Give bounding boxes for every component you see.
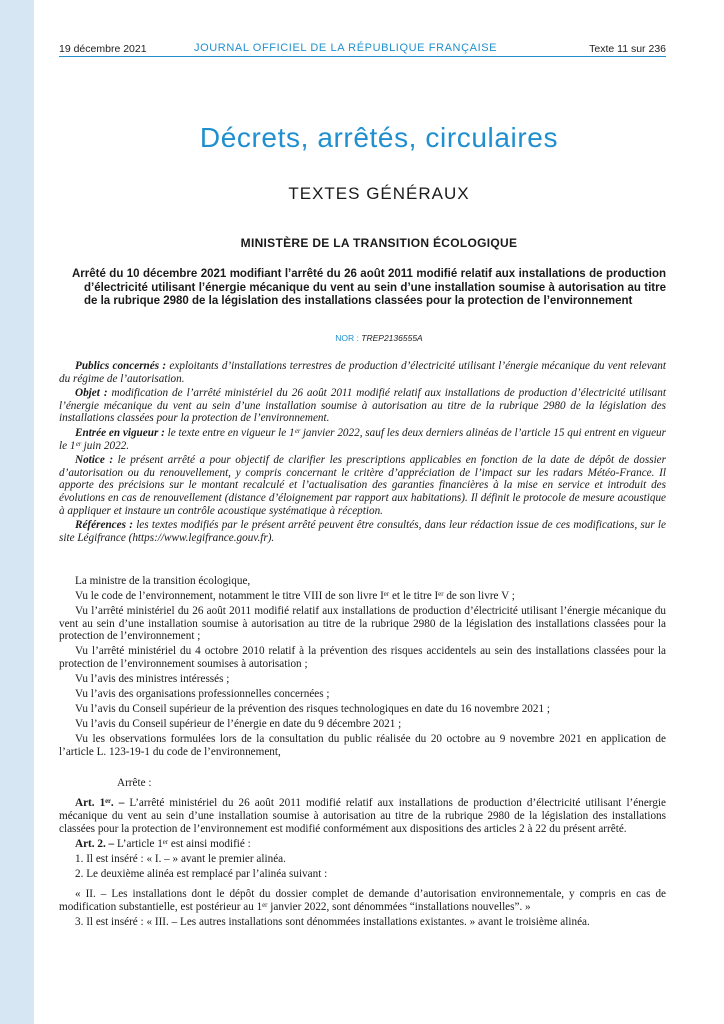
summary-text: les textes modifiés par le présent arrêté peuvent être consultés, dans leur rédaction issue de ces modifications, sur le site Légifrance (https://www.legifrance.gouv.fr). [59, 519, 667, 544]
visa-paragraph: Vu l’arrêté ministériel du 4 octobre 2010 relatif à la prévention des risques accidentels au sein des installations classées pour la protection de l’environnement soumises à autorisation ; [59, 645, 666, 671]
summary-label: Objet : [75, 387, 108, 400]
visa-paragraph: Vu les observations formulées lors de la consultation du public réalisée du 20 octobre au 9 novembre 2021 en application de l’article L. 123-19-1 du code de l’environnement, [59, 733, 666, 758]
document-body [59, 575, 666, 931]
article-item: 1. Il est inséré : « I. – » avant le premier alinéa. [75, 852, 286, 865]
summary-text: modification de l’arrêté ministériel du 26 août 2011 modifié relatif aux installations de production d’électricité utilisant l’énergie mécanique du vent au sein d’une installation soumise à autorisation au titre de la rubrique 2980 de la législation des installations classées pour la protection de l’environnement. [59, 387, 666, 425]
article-2 [59, 838, 666, 851]
summary-notice [59, 454, 666, 517]
article-1 [59, 797, 666, 835]
visa-paragraph: Vu l’avis du Conseil supérieur de l’énergie en date du 9 décembre 2021 ; [75, 718, 402, 731]
ministry-name: MINISTÈRE DE LA TRANSITION ÉCOLOGIQUE [240, 236, 518, 250]
section-title: Décrets, arrêtés, circulaires [199, 122, 559, 153]
article-item: 2. Le deuxième alinéa est remplacé par l’alinéa suivant : [75, 867, 328, 880]
summary-publics [59, 360, 666, 385]
summary-entree-vigueur [59, 427, 666, 452]
visa-paragraph: Vu l’arrêté ministériel du 26 août 2011 modifié relatif aux installations de production d’électricité utilisant l’énergie mécanique du vent au sein d’une installation soumise à autorisation au titre de la rubrique 2980 de la législation des installations classées pour la protection de l’environnement ; [59, 605, 666, 643]
article-label: Art. 1ᵉʳ. – [75, 797, 125, 810]
summary-text: exploitants d’installations terrestres de production d’électricité utilisant l’énergie mécanique du vent relevant du régime de l’autorisation. [59, 360, 666, 385]
header-date: 19 décembre 2021 [59, 43, 147, 55]
summary-label: Entrée en vigueur : [75, 426, 165, 439]
header-page-number: Texte 11 sur 236 [589, 43, 666, 55]
visa-paragraph: Vu l’avis du Conseil supérieur de la prévention des risques technologiques en date du 16 novembre 2021 ; [75, 703, 550, 716]
summary-label: Publics concernés : [75, 360, 167, 372]
subsection-title: TEXTES GÉNÉRAUX [288, 184, 470, 203]
summary-text: le présent arrêté a pour objectif de clarifier les prescriptions applicables en fonction de la date de dépôt de dossier d’autorisation ou du renouvellement, y compris concernant le critère d’appréciation de l’impact sur les radars Météo-France. Il apporte des précisions sur le montant recalculé et l’actualisation des garanties financières à la mise en service et introduit des évolutions en cas de renouvellement (distance d’éloignement par rapport aux habitations). Il définit le protocole de mesure acoustique à appliquer et instaure un contrôle acoustique systématique à réception. [59, 454, 666, 517]
arrete-heading: Arrête : [117, 776, 152, 789]
article-text: L’article 1ᵉʳ est ainsi modifié : [114, 837, 251, 850]
visa-paragraph: Vu le code de l’environnement, notamment le titre VIII de son livre Iᵉʳ et le titre Iᵉʳ de son livre V ; [75, 590, 515, 602]
summary-text: le texte entre en vigueur le 1ᵉʳ janvier 2022, sauf les deux derniers alinéas de l’article 15 qui entrent en vigueur le 1ᵉʳ juin 2022. [59, 426, 666, 452]
article-quote: « II. – Les installations dont le dépôt du dossier complet de demande d’autorisation environnementale, y compris en cas de modification substantielle, est postérieur au 1ᵉʳ janvier 2022, sont dénommées “installations nouvelles”. » [59, 888, 666, 914]
visa-paragraph: Vu l’avis des ministres intéressés ; [75, 673, 230, 686]
header-journal-title: JOURNAL OFFICIEL DE LA RÉPUBLIQUE FRANÇAISE [194, 42, 498, 54]
article-item: 3. Il est inséré : « III. – Les autres installations sont dénommées installations existantes. » avant le troisième alinéa. [75, 916, 590, 929]
page-header [59, 40, 666, 57]
document-title: Arrêté du 10 décembre 2021 modifiant l’arrêté du 26 août 2011 modifié relatif aux installations de production d’électricité utilisant l’énergie mécanique du vent au sein d’une installation soumise à autorisation au titre de la rubrique 2980 de la législation des installations classées pour la protection de l’environnement [72, 268, 666, 308]
summary-label: Références : [75, 519, 133, 532]
nor-label: NOR : [335, 333, 359, 343]
summary-block [59, 360, 666, 546]
summary-label: Notice : [75, 454, 114, 467]
nor-reference [34, 333, 724, 343]
article-text: L’arrêté ministériel du 26 août 2011 modifié relatif aux installations de production d’électricité utilisant l’énergie mécanique du vent au sein d’une installation soumise à autorisation au titre de la rubrique 2980 de la législation des installations classées pour la protection de l’environnement est modifié conformément aux dispositions des articles 2 à 22 du présent arrêté. [59, 797, 666, 835]
visa-paragraph: La ministre de la transition écologique, [75, 575, 251, 587]
visa-paragraph: Vu l’avis des organisations professionnelles concernées ; [75, 688, 330, 701]
left-margin-band [0, 0, 34, 1024]
nor-code: TREP2136555A [361, 333, 423, 343]
summary-objet [59, 387, 666, 425]
article-label: Art. 2. – [75, 837, 115, 850]
summary-references [59, 519, 666, 544]
